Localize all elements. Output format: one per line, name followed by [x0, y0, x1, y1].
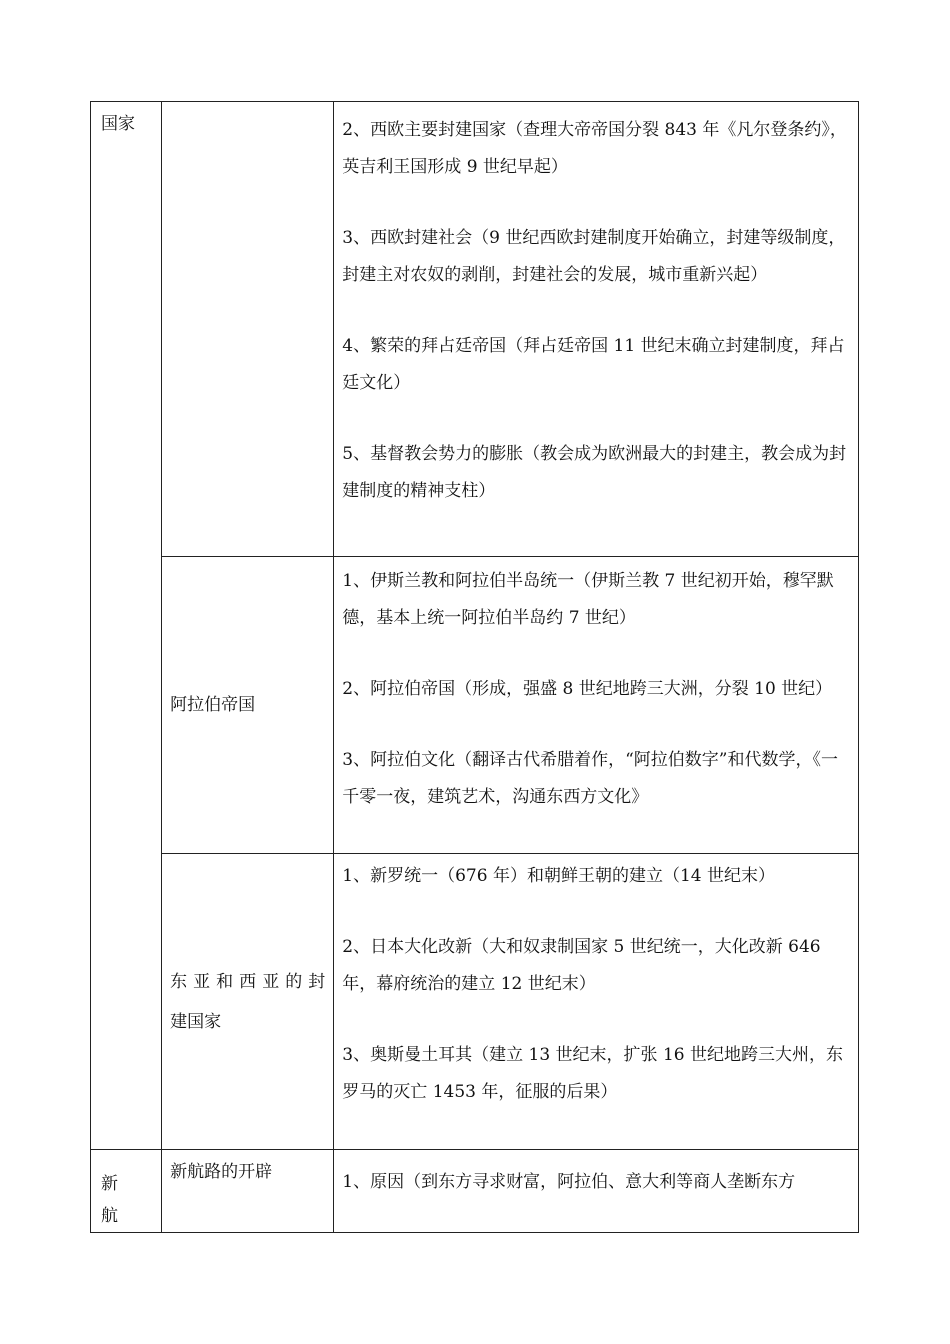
category-label: 新 航: [101, 1174, 135, 1226]
list-item: 2、日本大化改新（大和奴隶制国家 5 世纪统一，大化改新 646 年，幕府统治的建立 12 世纪末）: [342, 937, 821, 994]
list-item: 4、繁荣的拜占廷帝国（拜占廷帝国 11 世纪末确立封建制度，拜占廷文化）: [342, 336, 845, 393]
table-row: [91, 1150, 859, 1233]
table-row: [91, 102, 859, 557]
entry-list: [334, 854, 858, 1111]
history-outline-table: [90, 101, 859, 1233]
content-cell: [334, 557, 859, 854]
table-row: [91, 557, 859, 854]
list-item: 3、奥斯曼土耳其（建立 13 世纪末，扩张 16 世纪地跨三大州，东罗马的灭亡 1453 年，征服的后果）: [342, 1045, 843, 1102]
list-item: 1、原因（到东方寻求财富，阿拉伯、意大利等商人垄断东方: [342, 1172, 796, 1192]
list-item: 1、伊斯兰教和阿拉伯半岛统一（伊斯兰教 7 世纪初开始，穆罕默德，基本上统一阿拉伯半岛约 7 世纪）: [342, 571, 834, 628]
subcategory-cell: [162, 557, 334, 854]
subcategory-label: 东亚和西亚的封 建国家: [170, 971, 326, 1032]
content-cell: [334, 102, 859, 557]
subcategory-label: 新航路的开辟: [170, 1162, 273, 1182]
list-item: 2、西欧主要封建国家（查理大帝帝国分裂 843 年《凡尔登条约》，英吉利王国形成 9 世纪早起）: [342, 120, 847, 177]
list-item: 3、阿拉伯文化（翻译古代希腊着作，“阿拉伯数字”和代数学，《一千零一夜，建筑艺术，沟通东西方文化》: [342, 750, 838, 807]
subcategory-label: 阿拉伯帝国: [170, 695, 256, 715]
category-label: 国家: [101, 114, 135, 134]
subcategory-cell: [162, 1150, 334, 1233]
list-item: 3、西欧封建社会（9 世纪西欧封建制度开始确立，封建等级制度，封建主对农奴的剥削，封建社会的发展，城市重新兴起）: [342, 228, 846, 285]
category-cell: [91, 1150, 162, 1233]
content-cell: [334, 854, 859, 1150]
category-cell: [91, 102, 162, 1150]
entry-list: [334, 102, 858, 510]
list-item: 5、基督教会势力的膨胀（教会成为欧洲最大的封建主，教会成为封建制度的精神支柱）: [342, 444, 847, 501]
entry-list: [334, 557, 858, 816]
list-item: 2、阿拉伯帝国（形成，强盛 8 世纪地跨三大洲，分裂 10 世纪）: [342, 679, 833, 699]
subcategory-cell: [162, 854, 334, 1150]
list-item: 1、新罗统一（676 年）和朝鲜王朝的建立（14 世纪末）: [342, 866, 775, 886]
subcategory-cell: [162, 102, 334, 557]
table-row: [91, 854, 859, 1150]
content-cell: [334, 1150, 859, 1233]
entry-list: [334, 1150, 858, 1201]
